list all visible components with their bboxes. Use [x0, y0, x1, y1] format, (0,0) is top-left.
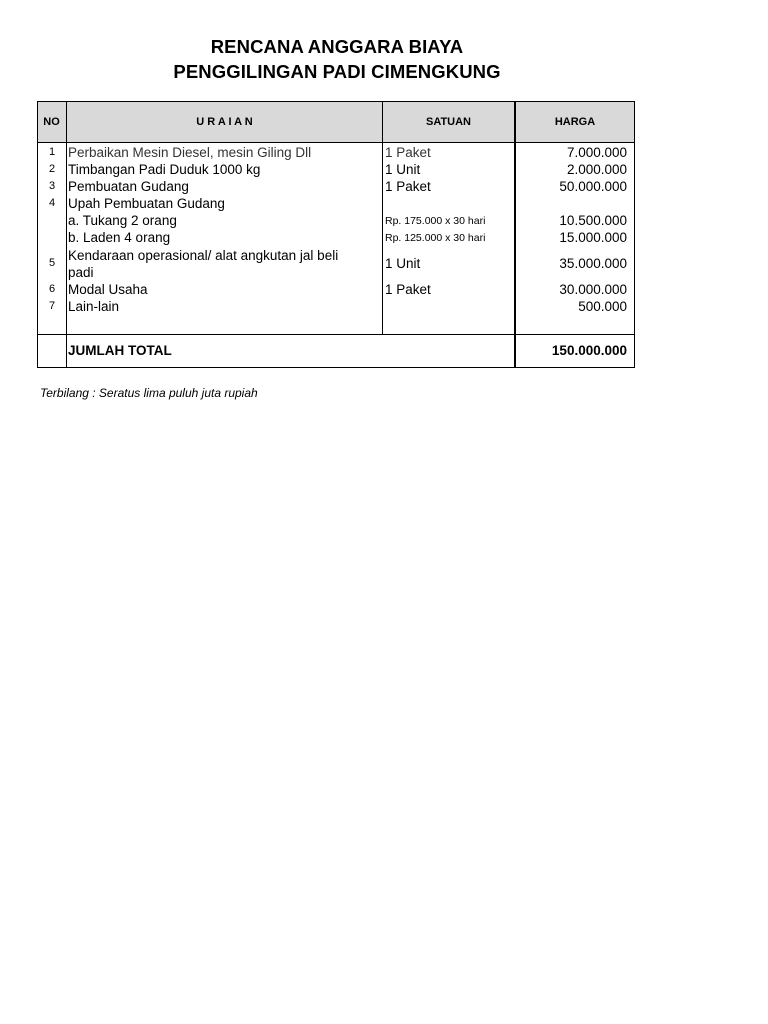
- total-label: JUMLAH TOTAL: [68, 343, 172, 358]
- row-3-harga: 50.000.000: [559, 179, 627, 194]
- header-satuan: SATUAN: [425, 116, 471, 128]
- row-4a-uraian: a. Tukang 2 orang: [68, 213, 177, 228]
- row-3-satuan: 1 Paket: [385, 179, 431, 194]
- row-7-harga: 500.000: [578, 299, 627, 314]
- document-subtitle: PENGGILINGAN PADI CIMENGKUNG: [173, 61, 501, 82]
- amount-in-words: Terbilang : Seratus lima puluh juta rupiah: [40, 386, 258, 400]
- row-3-no: 3: [48, 180, 56, 192]
- row-5-uraian-line1: Kendaraan operasional/ alat angkutan jal beli: [68, 248, 339, 263]
- row-5-uraian-line2: padi: [68, 265, 94, 280]
- row-2-harga: 2.000.000: [566, 162, 627, 177]
- row-4-no: 4: [48, 197, 56, 209]
- row-5-no: 5: [48, 257, 56, 269]
- row-4b-satuan: Rp. 125.000 x 30 hari: [385, 232, 486, 244]
- row-1-satuan: 1 Paket: [385, 145, 431, 160]
- row-6-harga: 30.000.000: [559, 282, 627, 297]
- row-6-satuan: 1 Paket: [385, 282, 431, 297]
- row-6-no: 6: [48, 283, 56, 295]
- header-uraian: U R A I A N: [196, 116, 253, 128]
- total-value: 150.000.000: [551, 343, 627, 358]
- border-right: [634, 101, 635, 368]
- row-5-harga: 35.000.000: [559, 256, 627, 271]
- document-title: RENCANA ANGGARA BIAYA: [210, 36, 464, 57]
- total-divider: [37, 334, 635, 335]
- header-no: NO: [43, 116, 60, 128]
- row-2-no: 2: [48, 163, 56, 175]
- row-4a-satuan: Rp. 175.000 x 30 hari: [385, 215, 486, 227]
- header-harga: HARGA: [554, 116, 596, 128]
- row-3-uraian: Pembuatan Gudang: [68, 179, 189, 194]
- row-4b-uraian: b. Laden 4 orang: [68, 230, 171, 245]
- row-5-satuan: 1 Unit: [385, 256, 421, 271]
- row-4b-harga: 15.000.000: [559, 230, 627, 245]
- row-1-no: 1: [48, 146, 56, 158]
- row-4-uraian: Upah Pembuatan Gudang: [68, 196, 225, 211]
- row-2-uraian: Timbangan Padi Duduk 1000 kg: [68, 162, 261, 177]
- row-2-satuan: 1 Unit: [385, 162, 421, 177]
- row-6-uraian: Modal Usaha: [68, 282, 148, 297]
- border-bottom: [37, 367, 635, 368]
- row-7-no: 7: [48, 300, 56, 312]
- row-7-uraian: Lain-lain: [68, 299, 120, 314]
- row-1-uraian: Perbaikan Mesin Diesel, mesin Giling Dll: [68, 145, 312, 160]
- budget-table: [37, 101, 635, 367]
- row-1-harga: 7.000.000: [566, 145, 627, 160]
- row-4a-harga: 10.500.000: [559, 213, 627, 228]
